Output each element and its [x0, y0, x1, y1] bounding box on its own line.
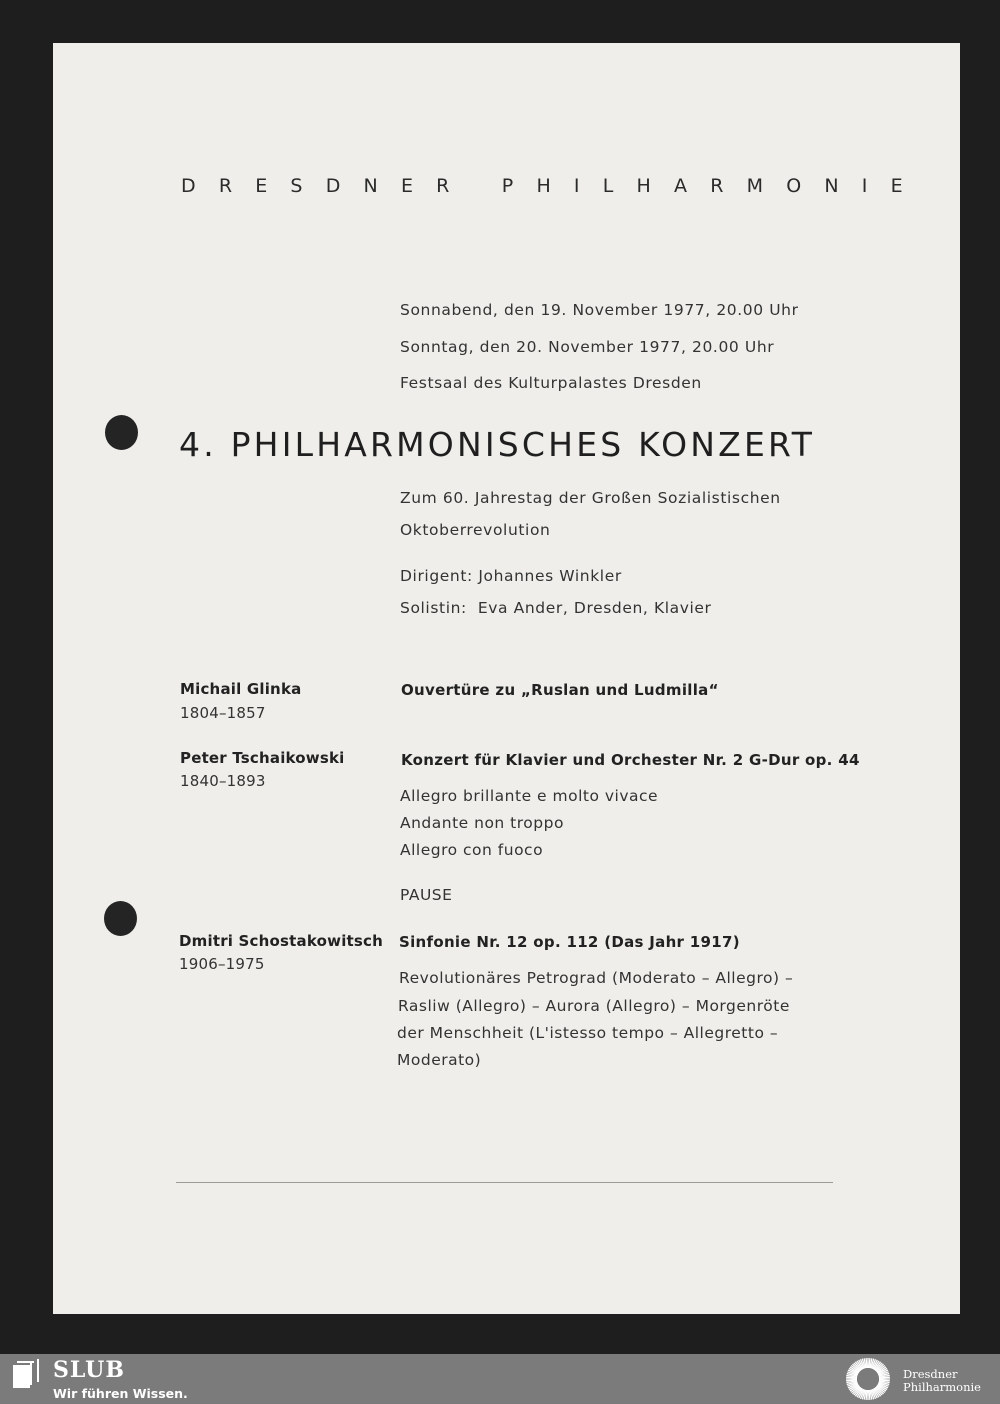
- punch-hole-bottom: [104, 901, 137, 936]
- movement: der Menschheit (L'istesso tempo – Allegretto –: [397, 1024, 779, 1042]
- program-sheet: [53, 43, 960, 1314]
- composer-years: 1906–1975: [179, 955, 265, 973]
- movement: Allegro brillante e molto vivace: [400, 787, 659, 805]
- movement: Rasliw (Allegro) – Aurora (Allegro) – Morgenröte: [398, 997, 790, 1015]
- logo-line-2: Philharmonie: [903, 1380, 981, 1394]
- concert-title: 4. PHILHARMONISCHES KONZERT: [179, 425, 816, 464]
- movement: Allegro con fuoco: [400, 841, 544, 859]
- logo-line-1: Dresdner: [903, 1367, 958, 1381]
- date-line-1: Sonnabend, den 19. November 1977, 20.00 Uhr: [400, 301, 799, 319]
- masthead: DRESDNER PHILHARMONIE: [181, 175, 926, 197]
- movement: Revolutionäres Petrograd (Moderato – Allegro) –: [399, 969, 794, 987]
- venue: Festsaal des Kulturpalastes Dresden: [400, 374, 702, 392]
- work-title: Konzert für Klavier und Orchester Nr. 2 G-Dur op. 44: [401, 751, 860, 769]
- movement: Andante non troppo: [400, 814, 564, 832]
- work-title: Sinfonie Nr. 12 op. 112 (Das Jahr 1917): [399, 933, 740, 951]
- composer-name: Dmitri Schostakowitsch: [179, 932, 383, 950]
- composer-name: Peter Tschaikowski: [180, 749, 345, 767]
- logo-ray: [879, 1377, 890, 1378]
- dresdner-philharmonie-logo-text: [903, 1368, 981, 1394]
- pause-label: PAUSE: [400, 886, 453, 904]
- slub-book-icon: [13, 1359, 41, 1389]
- conductor: Dirigent: Johannes Winkler: [400, 567, 622, 585]
- movement: Moderato): [397, 1051, 482, 1069]
- work-title: Ouvertüre zu „Ruslan und Ludmilla“: [401, 681, 719, 699]
- composer-years: 1840–1893: [180, 772, 266, 790]
- punch-hole-top: [105, 415, 138, 450]
- composer-name: Michail Glinka: [180, 680, 302, 698]
- composer-years: 1804–1857: [180, 704, 266, 722]
- dresdner-philharmonie-logo-icon: [840, 1356, 896, 1402]
- logo-ray: [846, 1380, 857, 1381]
- occasion-line-2: Oktoberrevolution: [400, 521, 551, 539]
- slub-logo-name: SLUB: [53, 1357, 125, 1383]
- soloist: Solistin: Eva Ander, Dresden, Klavier: [400, 599, 712, 617]
- divider-line: [176, 1182, 833, 1183]
- slub-logo-tagline: Wir führen Wissen.: [53, 1386, 188, 1401]
- date-line-2: Sonntag, den 20. November 1977, 20.00 Uhr: [400, 338, 775, 356]
- occasion-line-1: Zum 60. Jahrestag der Großen Sozialistischen: [400, 489, 781, 507]
- footer-bar: [0, 1354, 1000, 1404]
